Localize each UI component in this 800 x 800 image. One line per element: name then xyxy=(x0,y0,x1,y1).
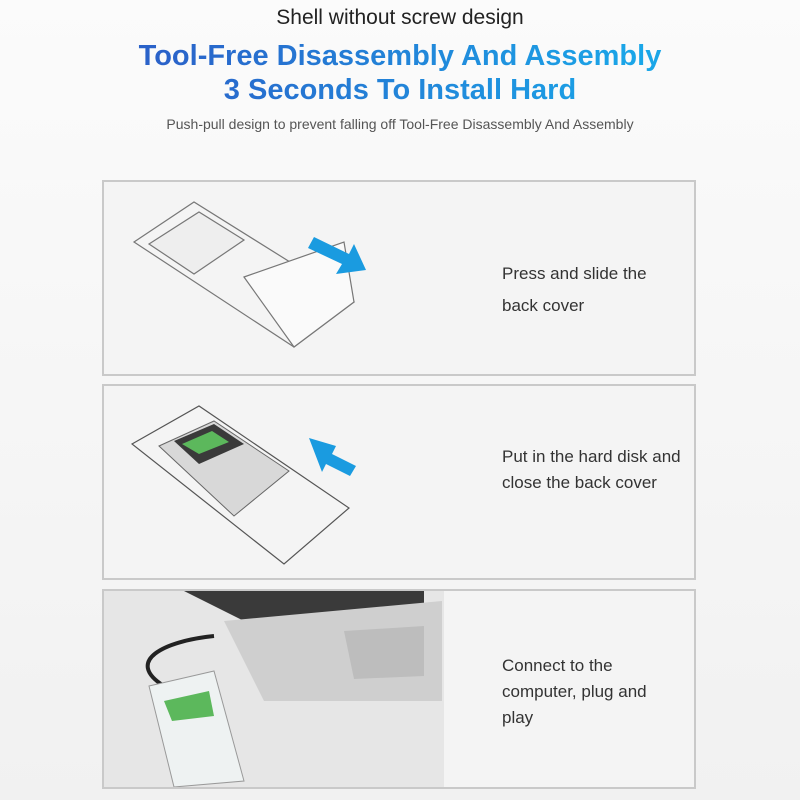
step-1-text: Press and slide the back cover xyxy=(502,264,647,315)
enclosure-open-illustration xyxy=(104,182,494,374)
title-line-1: Tool-Free Disassembly And Assembly xyxy=(0,40,800,73)
step-3-text: Connect to the computer, plug and play xyxy=(502,656,647,727)
step-panel-2 xyxy=(102,384,696,580)
step-panel-1 xyxy=(102,180,696,376)
description: Push-pull design to prevent falling off Tool-Free Disassembly And Assembly xyxy=(166,116,634,132)
laptop-connection-illustration xyxy=(104,591,444,787)
step-panel-3 xyxy=(102,589,696,789)
hard-disk-insert-illustration xyxy=(104,386,494,578)
insert-arrow-icon xyxy=(309,438,356,476)
step-2-text: Put in the hard disk and close the back cover xyxy=(502,447,681,492)
subtitle: Shell without screw design xyxy=(276,6,524,29)
title-line-2: 3 Seconds To Install Hard xyxy=(0,74,800,107)
